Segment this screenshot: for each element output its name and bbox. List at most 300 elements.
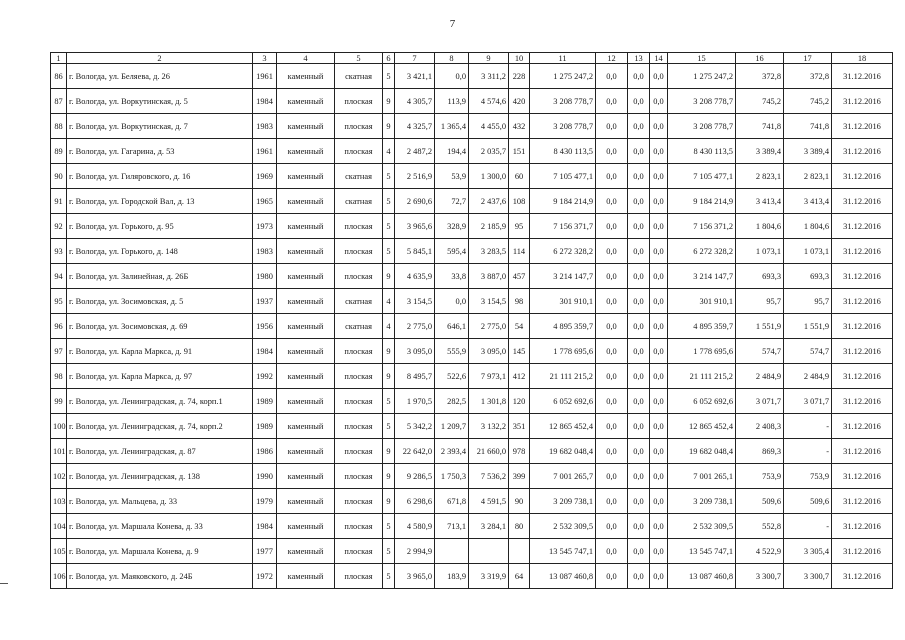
regional-cost-cell: 13 545 747,1	[668, 539, 736, 564]
total-cost-cell: 21 111 215,2	[530, 364, 596, 389]
cost-cell: 0,0	[628, 539, 650, 564]
margin-tick	[0, 583, 8, 584]
address-cell: г. Вологда, ул. Беляева, д. 26	[67, 64, 253, 89]
residents-cell: 432	[509, 114, 530, 139]
regional-cost-cell: 6 052 692,6	[668, 389, 736, 414]
cost-cell: 0,0	[650, 564, 668, 589]
deadline-cell: 31.12.2016	[832, 239, 893, 264]
cost-per-sqm-cell: 693,3	[736, 264, 784, 289]
total-cost-cell: 1 275 247,2	[530, 64, 596, 89]
floors-cell: 5	[383, 64, 395, 89]
cost-per-sqm-cell: 95,7	[736, 289, 784, 314]
row-number-cell: 99	[51, 389, 67, 414]
roof-type-cell: плоская	[335, 414, 383, 439]
roof-type-cell: плоская	[335, 389, 383, 414]
row-number-cell: 87	[51, 89, 67, 114]
row-number-cell: 93	[51, 239, 67, 264]
row-number-cell: 102	[51, 464, 67, 489]
wall-material-cell: каменный	[277, 414, 335, 439]
cost-cell: 0,0	[650, 189, 668, 214]
row-number-cell: 92	[51, 214, 67, 239]
residents-cell: 457	[509, 264, 530, 289]
common-area-cell: 282,5	[435, 389, 469, 414]
total-area-cell: 5 845,1	[395, 239, 435, 264]
deadline-cell: 31.12.2016	[832, 514, 893, 539]
common-area-cell	[435, 539, 469, 564]
regional-cost-cell: 1 275 247,2	[668, 64, 736, 89]
table-row	[51, 89, 893, 114]
cost-cell: 0,0	[650, 439, 668, 464]
cost-cell: 0,0	[596, 89, 628, 114]
table-row	[51, 389, 893, 414]
residents-cell: 54	[509, 314, 530, 339]
total-cost-cell: 9 184 214,9	[530, 189, 596, 214]
residents-cell: 399	[509, 464, 530, 489]
column-header: 8	[435, 53, 469, 64]
table-row	[51, 414, 893, 439]
total-area-cell: 22 642,0	[395, 439, 435, 464]
cost-cell: 0,0	[596, 189, 628, 214]
total-area-cell: 8 495,7	[395, 364, 435, 389]
address-cell: г. Вологда, ул. Воркутинская, д. 7	[67, 114, 253, 139]
table-row	[51, 189, 893, 214]
roof-type-cell: плоская	[335, 114, 383, 139]
max-cost-per-sqm-cell: 741,8	[784, 114, 832, 139]
address-cell: г. Вологда, ул. Воркутинская, д. 5	[67, 89, 253, 114]
cost-cell: 0,0	[628, 139, 650, 164]
cost-cell: 0,0	[628, 114, 650, 139]
floors-cell: 5	[383, 214, 395, 239]
cost-per-sqm-cell: 741,8	[736, 114, 784, 139]
column-header: 1	[51, 53, 67, 64]
roof-type-cell: плоская	[335, 339, 383, 364]
cost-cell: 0,0	[650, 414, 668, 439]
wall-material-cell: каменный	[277, 64, 335, 89]
total-area-cell: 2 994,9	[395, 539, 435, 564]
max-cost-per-sqm-cell: 3 071,7	[784, 389, 832, 414]
regional-cost-cell: 7 156 371,2	[668, 214, 736, 239]
year-cell: 1989	[253, 389, 277, 414]
year-cell: 1992	[253, 364, 277, 389]
cost-per-sqm-cell: 1 551,9	[736, 314, 784, 339]
deadline-cell: 31.12.2016	[832, 564, 893, 589]
cost-cell: 0,0	[596, 214, 628, 239]
floors-cell: 4	[383, 289, 395, 314]
total-area-cell: 4 580,9	[395, 514, 435, 539]
table-row	[51, 339, 893, 364]
total-cost-cell: 13 545 747,1	[530, 539, 596, 564]
cost-cell: 0,0	[628, 264, 650, 289]
regional-cost-cell: 21 111 215,2	[668, 364, 736, 389]
regional-cost-cell: 13 087 460,8	[668, 564, 736, 589]
address-cell: г. Вологда, ул. Зосимовская, д. 5	[67, 289, 253, 314]
cost-per-sqm-cell: 2 408,3	[736, 414, 784, 439]
total-area-cell: 3 421,1	[395, 64, 435, 89]
address-cell: г. Вологда, ул. Маяковского, д. 24Б	[67, 564, 253, 589]
column-header: 12	[596, 53, 628, 64]
regional-cost-cell: 3 208 778,7	[668, 89, 736, 114]
total-cost-cell: 1 778 695,6	[530, 339, 596, 364]
total-area-cell: 9 286,5	[395, 464, 435, 489]
row-number-cell: 90	[51, 164, 67, 189]
living-area-cell: 21 660,0	[469, 439, 509, 464]
cost-cell: 0,0	[628, 164, 650, 189]
roof-type-cell: плоская	[335, 89, 383, 114]
year-cell: 1973	[253, 214, 277, 239]
table-row	[51, 139, 893, 164]
roof-type-cell: плоская	[335, 514, 383, 539]
floors-cell: 5	[383, 389, 395, 414]
max-cost-per-sqm-cell: -	[784, 514, 832, 539]
common-area-cell: 1 365,4	[435, 114, 469, 139]
residents-cell: 120	[509, 389, 530, 414]
common-area-cell: 0,0	[435, 64, 469, 89]
cost-cell: 0,0	[628, 389, 650, 414]
column-header: 17	[784, 53, 832, 64]
max-cost-per-sqm-cell: -	[784, 414, 832, 439]
roof-type-cell: плоская	[335, 139, 383, 164]
floors-cell: 5	[383, 514, 395, 539]
table-row	[51, 364, 893, 389]
common-area-cell: 522,6	[435, 364, 469, 389]
row-number-cell: 106	[51, 564, 67, 589]
wall-material-cell: каменный	[277, 514, 335, 539]
common-area-cell: 1 750,3	[435, 464, 469, 489]
cost-cell: 0,0	[628, 414, 650, 439]
total-cost-cell: 3 214 147,7	[530, 264, 596, 289]
residents-cell: 90	[509, 489, 530, 514]
cost-per-sqm-cell: 2 484,9	[736, 364, 784, 389]
year-cell: 1961	[253, 139, 277, 164]
address-cell: г. Вологда, ул. Маршала Конева, д. 33	[67, 514, 253, 539]
housing-registry-table	[50, 52, 893, 589]
total-area-cell: 6 298,6	[395, 489, 435, 514]
wall-material-cell: каменный	[277, 439, 335, 464]
regional-cost-cell: 301 910,1	[668, 289, 736, 314]
deadline-cell: 31.12.2016	[832, 539, 893, 564]
wall-material-cell: каменный	[277, 389, 335, 414]
floors-cell: 9	[383, 364, 395, 389]
column-header: 16	[736, 53, 784, 64]
address-cell: г. Вологда, ул. Мальцева, д. 33	[67, 489, 253, 514]
cost-per-sqm-cell: 1 804,6	[736, 214, 784, 239]
living-area-cell: 2 437,6	[469, 189, 509, 214]
wall-material-cell: каменный	[277, 164, 335, 189]
wall-material-cell: каменный	[277, 364, 335, 389]
roof-type-cell: плоская	[335, 539, 383, 564]
common-area-cell: 671,8	[435, 489, 469, 514]
cost-cell: 0,0	[650, 264, 668, 289]
cost-cell: 0,0	[650, 239, 668, 264]
cost-cell: 0,0	[650, 464, 668, 489]
total-area-cell: 4 305,7	[395, 89, 435, 114]
column-header: 4	[277, 53, 335, 64]
deadline-cell: 31.12.2016	[832, 314, 893, 339]
roof-type-cell: скатная	[335, 289, 383, 314]
regional-cost-cell: 4 895 359,7	[668, 314, 736, 339]
max-cost-per-sqm-cell: 3 300,7	[784, 564, 832, 589]
total-cost-cell: 7 105 477,1	[530, 164, 596, 189]
living-area-cell	[469, 539, 509, 564]
year-cell: 1986	[253, 439, 277, 464]
residents-cell: 151	[509, 139, 530, 164]
cost-cell: 0,0	[650, 339, 668, 364]
floors-cell: 9	[383, 439, 395, 464]
total-area-cell: 3 965,0	[395, 564, 435, 589]
roof-type-cell: скатная	[335, 314, 383, 339]
wall-material-cell: каменный	[277, 214, 335, 239]
total-area-cell: 1 970,5	[395, 389, 435, 414]
max-cost-per-sqm-cell: 3 305,4	[784, 539, 832, 564]
living-area-cell: 3 283,5	[469, 239, 509, 264]
regional-cost-cell: 7 001 265,1	[668, 464, 736, 489]
cost-cell: 0,0	[628, 464, 650, 489]
total-area-cell: 3 965,6	[395, 214, 435, 239]
deadline-cell: 31.12.2016	[832, 264, 893, 289]
total-area-cell: 3 154,5	[395, 289, 435, 314]
living-area-cell: 7 973,1	[469, 364, 509, 389]
roof-type-cell: плоская	[335, 239, 383, 264]
roof-type-cell: плоская	[335, 489, 383, 514]
cost-cell: 0,0	[596, 164, 628, 189]
wall-material-cell: каменный	[277, 539, 335, 564]
address-cell: г. Вологда, ул. Зосимовская, д. 69	[67, 314, 253, 339]
total-cost-cell: 301 910,1	[530, 289, 596, 314]
address-cell: г. Вологда, ул. Гиляровского, д. 16	[67, 164, 253, 189]
wall-material-cell: каменный	[277, 239, 335, 264]
year-cell: 1990	[253, 464, 277, 489]
deadline-cell: 31.12.2016	[832, 364, 893, 389]
cost-cell: 0,0	[650, 89, 668, 114]
total-cost-cell: 2 532 309,5	[530, 514, 596, 539]
row-number-cell: 100	[51, 414, 67, 439]
living-area-cell: 3 095,0	[469, 339, 509, 364]
roof-type-cell: плоская	[335, 214, 383, 239]
year-cell: 1961	[253, 64, 277, 89]
cost-per-sqm-cell: 3 413,4	[736, 189, 784, 214]
regional-cost-cell: 2 532 309,5	[668, 514, 736, 539]
row-number-cell: 98	[51, 364, 67, 389]
table-row	[51, 64, 893, 89]
wall-material-cell: каменный	[277, 314, 335, 339]
max-cost-per-sqm-cell: 745,2	[784, 89, 832, 114]
cost-cell: 0,0	[650, 114, 668, 139]
cost-per-sqm-cell: 4 522,9	[736, 539, 784, 564]
floors-cell: 5	[383, 564, 395, 589]
cost-per-sqm-cell: 753,9	[736, 464, 784, 489]
cost-cell: 0,0	[650, 514, 668, 539]
cost-cell: 0,0	[596, 439, 628, 464]
cost-cell: 0,0	[596, 464, 628, 489]
total-area-cell: 2 516,9	[395, 164, 435, 189]
cost-cell: 0,0	[650, 139, 668, 164]
floors-cell: 9	[383, 89, 395, 114]
max-cost-per-sqm-cell: 753,9	[784, 464, 832, 489]
regional-cost-cell: 19 682 048,4	[668, 439, 736, 464]
floors-cell: 5	[383, 164, 395, 189]
deadline-cell: 31.12.2016	[832, 89, 893, 114]
cost-cell: 0,0	[596, 114, 628, 139]
cost-cell: 0,0	[596, 289, 628, 314]
max-cost-per-sqm-cell: 95,7	[784, 289, 832, 314]
table-row	[51, 439, 893, 464]
common-area-cell: 1 209,7	[435, 414, 469, 439]
column-header: 6	[383, 53, 395, 64]
total-area-cell: 4 635,9	[395, 264, 435, 289]
column-header: 14	[650, 53, 668, 64]
cost-cell: 0,0	[650, 64, 668, 89]
cost-cell: 0,0	[596, 364, 628, 389]
regional-cost-cell: 3 209 738,1	[668, 489, 736, 514]
address-cell: г. Вологда, ул. Городской Вал, д. 13	[67, 189, 253, 214]
row-number-cell: 97	[51, 339, 67, 364]
floors-cell: 4	[383, 314, 395, 339]
living-area-cell: 3 154,5	[469, 289, 509, 314]
residents-cell: 420	[509, 89, 530, 114]
cost-cell: 0,0	[596, 64, 628, 89]
wall-material-cell: каменный	[277, 139, 335, 164]
cost-cell: 0,0	[650, 289, 668, 314]
deadline-cell: 31.12.2016	[832, 464, 893, 489]
max-cost-per-sqm-cell: 3 413,4	[784, 189, 832, 214]
row-number-cell: 89	[51, 139, 67, 164]
row-number-cell: 103	[51, 489, 67, 514]
year-cell: 1984	[253, 514, 277, 539]
cost-cell: 0,0	[596, 339, 628, 364]
table-row	[51, 114, 893, 139]
cost-per-sqm-cell: 2 823,1	[736, 164, 784, 189]
address-cell: г. Вологда, ул. Ленинградская, д. 74, корп.2	[67, 414, 253, 439]
address-cell: г. Вологда, ул. Ленинградская, д. 74, корп.1	[67, 389, 253, 414]
cost-cell: 0,0	[650, 314, 668, 339]
table-row	[51, 289, 893, 314]
cost-cell: 0,0	[628, 239, 650, 264]
page-number: 7	[449, 18, 456, 30]
residents-cell: 114	[509, 239, 530, 264]
common-area-cell: 72,7	[435, 189, 469, 214]
total-cost-cell: 13 087 460,8	[530, 564, 596, 589]
roof-type-cell: плоская	[335, 564, 383, 589]
year-cell: 1989	[253, 414, 277, 439]
cost-cell: 0,0	[628, 489, 650, 514]
living-area-cell: 3 887,0	[469, 264, 509, 289]
roof-type-cell: плоская	[335, 464, 383, 489]
address-cell: г. Вологда, ул. Горького, д. 148	[67, 239, 253, 264]
deadline-cell: 31.12.2016	[832, 114, 893, 139]
common-area-cell: 33,8	[435, 264, 469, 289]
living-area-cell: 3 311,2	[469, 64, 509, 89]
residents-cell: 108	[509, 189, 530, 214]
table-row	[51, 314, 893, 339]
roof-type-cell: скатная	[335, 164, 383, 189]
common-area-cell: 328,9	[435, 214, 469, 239]
year-cell: 1984	[253, 339, 277, 364]
residents-cell: 64	[509, 564, 530, 589]
floors-cell: 9	[383, 114, 395, 139]
cost-cell: 0,0	[596, 389, 628, 414]
common-area-cell: 2 393,4	[435, 439, 469, 464]
row-number-cell: 96	[51, 314, 67, 339]
cost-cell: 0,0	[596, 239, 628, 264]
cost-per-sqm-cell: 509,6	[736, 489, 784, 514]
cost-cell: 0,0	[628, 514, 650, 539]
cost-per-sqm-cell: 1 073,1	[736, 239, 784, 264]
cost-cell: 0,0	[628, 89, 650, 114]
residents-cell: 98	[509, 289, 530, 314]
deadline-cell: 31.12.2016	[832, 489, 893, 514]
max-cost-per-sqm-cell: 2 823,1	[784, 164, 832, 189]
wall-material-cell: каменный	[277, 339, 335, 364]
residents-cell: 351	[509, 414, 530, 439]
cost-cell: 0,0	[650, 364, 668, 389]
deadline-cell: 31.12.2016	[832, 214, 893, 239]
common-area-cell: 646,1	[435, 314, 469, 339]
wall-material-cell: каменный	[277, 464, 335, 489]
row-number-cell: 86	[51, 64, 67, 89]
row-number-cell: 95	[51, 289, 67, 314]
cost-per-sqm-cell: 574,7	[736, 339, 784, 364]
total-area-cell: 4 325,7	[395, 114, 435, 139]
regional-cost-cell: 3 214 147,7	[668, 264, 736, 289]
max-cost-per-sqm-cell: 1 551,9	[784, 314, 832, 339]
table-row	[51, 539, 893, 564]
address-cell: г. Вологда, ул. Карла Маркса, д. 91	[67, 339, 253, 364]
table-row	[51, 264, 893, 289]
year-cell: 1969	[253, 164, 277, 189]
cost-cell: 0,0	[628, 339, 650, 364]
living-area-cell: 1 301,8	[469, 389, 509, 414]
table-header-row	[51, 53, 893, 64]
floors-cell: 5	[383, 239, 395, 264]
residents-cell: 228	[509, 64, 530, 89]
column-header: 7	[395, 53, 435, 64]
floors-cell: 5	[383, 539, 395, 564]
living-area-cell: 2 185,9	[469, 214, 509, 239]
address-cell: г. Вологда, ул. Залинейная, д. 26Б	[67, 264, 253, 289]
wall-material-cell: каменный	[277, 564, 335, 589]
common-area-cell: 183,9	[435, 564, 469, 589]
table-row	[51, 464, 893, 489]
roof-type-cell: плоская	[335, 364, 383, 389]
cost-cell: 0,0	[628, 214, 650, 239]
living-area-cell: 3 132,2	[469, 414, 509, 439]
cost-per-sqm-cell: 745,2	[736, 89, 784, 114]
living-area-cell: 7 536,2	[469, 464, 509, 489]
deadline-cell: 31.12.2016	[832, 414, 893, 439]
wall-material-cell: каменный	[277, 489, 335, 514]
column-header: 11	[530, 53, 596, 64]
table-row	[51, 164, 893, 189]
year-cell: 1972	[253, 564, 277, 589]
column-header: 10	[509, 53, 530, 64]
max-cost-per-sqm-cell: 1 073,1	[784, 239, 832, 264]
wall-material-cell: каменный	[277, 189, 335, 214]
regional-cost-cell: 8 430 113,5	[668, 139, 736, 164]
wall-material-cell: каменный	[277, 89, 335, 114]
common-area-cell: 595,4	[435, 239, 469, 264]
max-cost-per-sqm-cell: 574,7	[784, 339, 832, 364]
cost-per-sqm-cell: 372,8	[736, 64, 784, 89]
table-row	[51, 489, 893, 514]
deadline-cell: 31.12.2016	[832, 389, 893, 414]
table-row	[51, 564, 893, 589]
cost-per-sqm-cell: 3 389,4	[736, 139, 784, 164]
max-cost-per-sqm-cell: 3 389,4	[784, 139, 832, 164]
deadline-cell: 31.12.2016	[832, 64, 893, 89]
roof-type-cell: скатная	[335, 189, 383, 214]
floors-cell: 4	[383, 139, 395, 164]
cost-cell: 0,0	[596, 314, 628, 339]
